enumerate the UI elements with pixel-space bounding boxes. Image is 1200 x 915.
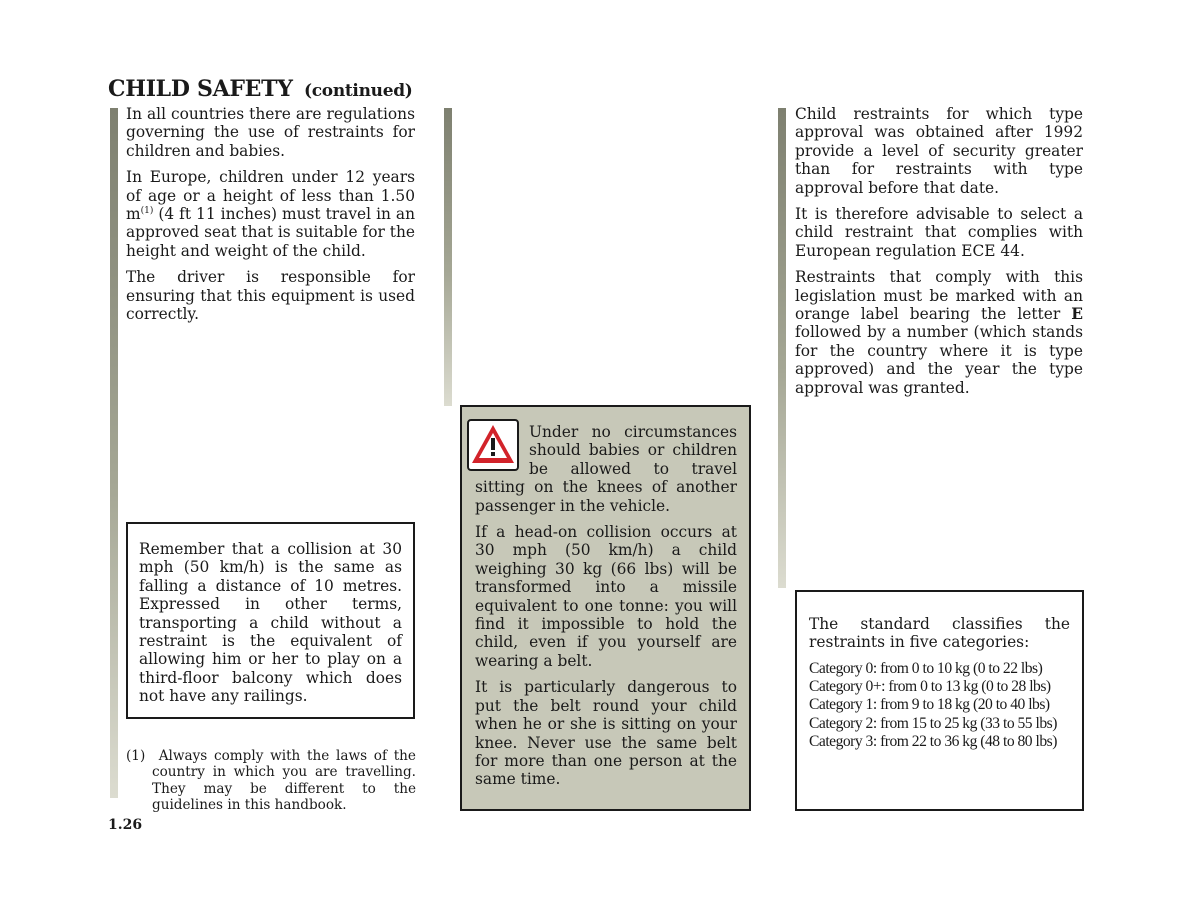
footnote-marker: (1) bbox=[126, 748, 146, 764]
intro-paragraph: In all countries there are regulations governing the use of restraints for children and babies. bbox=[126, 105, 415, 160]
letter-e: E bbox=[1071, 305, 1083, 324]
right-column bbox=[795, 105, 1083, 405]
approval-paragraph: Child restraints for which type approval was obtained after 1992 provide a level of security greater than for restraints with type approval before that date. bbox=[795, 105, 1083, 197]
ece44-paragraph: It is therefore advisable to select a child restraint that complies with European regulation ECE 44. bbox=[795, 205, 1083, 260]
europe-paragraph: In Europe, children under 12 years of age or a height of less than 1.50 $m^{(1)}$ (4 ft 11 inches) must travel in an approved seat that is suitable for the height and weight of the child. bbox=[126, 168, 415, 260]
footnote-ref: (1) bbox=[140, 205, 154, 216]
reminder-text: Remember that a collision at 30 mph (50 km/h) is the same as falling a distance of 10 metres. Expressed in other terms, transporting a child without a restraint is the equivalent of allowing him or her to play on a third-floor balcony which does not have any railings. bbox=[139, 540, 402, 706]
warning-triangle-icon bbox=[467, 419, 519, 475]
driver-paragraph: The driver is responsible for ensuring that this equipment is used correctly. bbox=[126, 268, 415, 324]
categories-list bbox=[809, 660, 1070, 751]
category-item: Category 3: from 22 to 36 kg (48 to 80 lbs) bbox=[809, 733, 1057, 750]
warning-paragraph-1: Under no circumstances should babies or children be allowed to travel sitting on the knees of another passenger in the vehicle. bbox=[475, 423, 737, 515]
reminder-box bbox=[126, 522, 415, 719]
category-item: Category 0+: from 0 to 13 kg (0 to 28 lbs) bbox=[809, 678, 1051, 696]
right-accent-bar bbox=[778, 108, 786, 588]
middle-accent-bar bbox=[444, 108, 452, 406]
category-item: Category 1: from 9 to 18 kg (20 to 40 lbs) bbox=[809, 696, 1050, 714]
categories-intro: The standard classifies the restraints in five categories: bbox=[809, 615, 1070, 652]
warning-box bbox=[460, 405, 751, 811]
category-item: Category 0: from 0 to 10 kg (0 to 22 lbs) bbox=[809, 659, 1043, 677]
title-subtitle: (continued) bbox=[303, 81, 413, 101]
label-paragraph: Restraints that comply with this legislation must be marked with an orange label bearing the letter E followed by a number (which stands for the country where it is type approved) and the year the type approval was granted. bbox=[795, 268, 1083, 397]
left-column bbox=[126, 105, 415, 331]
page-number: 1.26 bbox=[108, 817, 143, 833]
footnote-text: Always comply with the laws of the country in which you are travelling. They may be different to the guidelines in this handbook. bbox=[152, 748, 416, 814]
page-title bbox=[108, 76, 413, 102]
category-item: Category 2: from 15 to 25 kg (33 to 55 lbs) bbox=[809, 714, 1057, 732]
footnote bbox=[126, 748, 416, 814]
warning-paragraph-2: If a head-on collision occurs at 30 mph (50 km/h) a child weighing 30 kg (66 lbs) will be transformed into a missile equivalent to one tonne: you will find it impossible to hold the child, even if you yourself are wearing a belt. bbox=[475, 523, 737, 670]
title-main: CHILD SAFETY bbox=[108, 76, 293, 102]
warning-paragraph-3: It is particularly dangerous to put the belt round your child when he or she is sitting on your knee. Never use the same belt for more than one person at the same time. bbox=[475, 678, 737, 789]
categories-box bbox=[795, 590, 1084, 811]
left-accent-bar bbox=[110, 108, 118, 798]
